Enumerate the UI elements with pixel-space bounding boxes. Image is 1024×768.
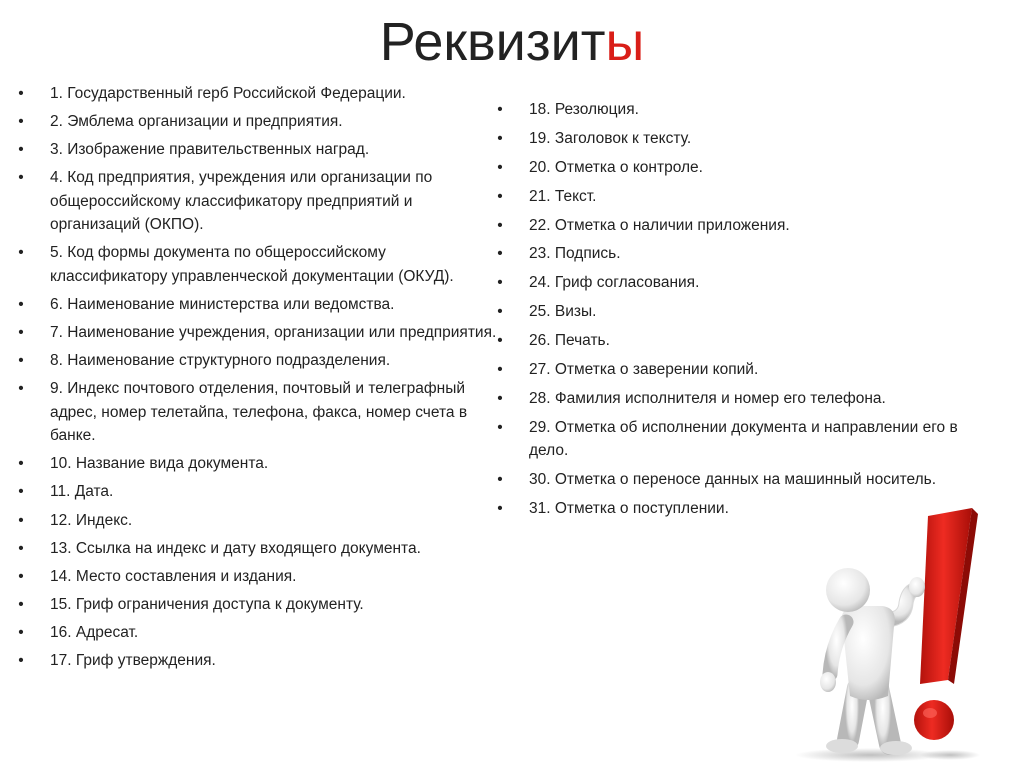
bullet-icon: •: [18, 244, 24, 262]
list-item: [14, 509, 499, 533]
bullet-icon: •: [18, 539, 24, 557]
bullet-icon: •: [497, 418, 503, 436]
bullet-icon: •: [18, 652, 24, 669]
page-title: [0, 6, 1024, 78]
list-item-text: 6. Наименование министерства или ведомства.: [50, 295, 395, 313]
list-item: [14, 593, 499, 617]
list-item-text: 25. Визы.: [529, 303, 597, 321]
list-item: [493, 387, 983, 411]
list-item-text: 11. Дата.: [50, 483, 114, 501]
list-item: [493, 214, 983, 238]
list-item: [14, 537, 499, 561]
list-item: [14, 166, 499, 237]
bullet-icon: •: [497, 216, 503, 234]
list-item-text: 2. Эмблема организации и предприятия.: [50, 113, 343, 131]
list-item-text: 12. Индекс.: [50, 511, 133, 529]
list-item-text: 8. Наименование структурного подразделения.: [50, 352, 391, 370]
bullet-icon: •: [497, 332, 503, 350]
bullet-icon: •: [18, 324, 24, 342]
title-main: Реквизит: [379, 12, 606, 72]
list-item-text: 16. Адресат.: [50, 623, 139, 641]
title-accent: ы: [605, 12, 645, 72]
bullet-icon: •: [18, 380, 24, 398]
bullet-icon: •: [497, 471, 503, 489]
list-item-text: 10. Название вида документа.: [50, 455, 269, 473]
list-item: [14, 452, 499, 476]
list-item-text: 28. Фамилия исполнителя и номер его телефона.: [529, 389, 886, 407]
list-item-text: 21. Текст.: [529, 187, 597, 205]
list-item: [493, 468, 983, 492]
list-item: [14, 293, 499, 317]
list-item: [14, 621, 499, 645]
list-item-text: 30. Отметка о переносе данных на машинный носитель.: [529, 471, 937, 489]
requisites-list-right: [493, 98, 983, 526]
list-item: [14, 321, 499, 345]
list-item-text: 9. Индекс почтового отделения, почтовый и телеграфный адрес, номер телетайпа, телефона, факса, номер счета в банке.: [50, 380, 468, 445]
list-item-text: 18. Резолюция.: [529, 101, 639, 118]
list-item: [14, 349, 499, 373]
bullet-icon: •: [497, 101, 503, 118]
bullet-icon: •: [497, 389, 503, 407]
exclamation-dot: [914, 700, 954, 740]
list-item-text: 29. Отметка об исполнении документа и направлении его в дело.: [529, 418, 958, 460]
bullet-icon: •: [497, 500, 503, 518]
list-item: [14, 480, 499, 504]
list-item-text: 15. Гриф ограничения доступа к документу.: [50, 595, 364, 613]
bullet-icon: •: [18, 511, 24, 529]
list-item: [493, 185, 983, 209]
list-item-text: 7. Наименование учреждения, организации или предприятия.: [50, 324, 497, 342]
list-item: [493, 329, 983, 353]
bullet-icon: •: [18, 141, 24, 159]
bullet-icon: •: [18, 113, 24, 131]
list-item: [493, 300, 983, 324]
list-item-text: 17. Гриф утверждения.: [50, 652, 216, 669]
bullet-icon: •: [18, 169, 24, 187]
list-item: [14, 377, 499, 448]
list-item-text: 19. Заголовок к тексту.: [529, 129, 692, 147]
list-item: [14, 241, 499, 288]
list-item-text: 1. Государственный герб Российской Федерации.: [50, 85, 406, 102]
list-item-text: 4. Код предприятия, учреждения или организации по общероссийскому классификатору предприятий и организаций (ОКПО).: [50, 169, 433, 234]
list-item-text: 31. Отметка о поступлении.: [529, 500, 729, 518]
bullet-icon: •: [18, 567, 24, 585]
list-item-text: 27. Отметка о заверении копий.: [529, 361, 759, 379]
requisites-list-left: [14, 82, 499, 677]
bullet-icon: •: [497, 158, 503, 176]
list-item-text: 13. Ссылка на индекс и дату входящего документа.: [50, 539, 421, 557]
list-item-text: 26. Печать.: [529, 332, 610, 350]
list-item: [493, 127, 983, 151]
list-item: [493, 156, 983, 180]
list-item: [14, 649, 499, 673]
list-item: [14, 82, 499, 106]
bullet-icon: •: [18, 623, 24, 641]
list-item: [493, 98, 983, 122]
bullet-icon: •: [18, 595, 24, 613]
list-item: [493, 271, 983, 295]
list-item-text: 3. Изображение правительственных наград.: [50, 141, 370, 159]
list-item: [14, 565, 499, 589]
list-item-text: 14. Место составления и издания.: [50, 567, 297, 585]
bullet-icon: •: [18, 483, 24, 501]
bullet-icon: •: [497, 303, 503, 321]
list-item-text: 20. Отметка о контроле.: [529, 158, 703, 176]
bullet-icon: •: [18, 352, 24, 370]
bullet-icon: •: [497, 187, 503, 205]
bullet-icon: •: [18, 295, 24, 313]
bullet-icon: •: [18, 85, 24, 102]
white-figure: [820, 568, 925, 755]
bullet-icon: •: [497, 361, 503, 379]
list-item: [493, 358, 983, 382]
list-item: [493, 416, 983, 463]
list-item-text: 24. Гриф согласования.: [529, 274, 700, 292]
bullet-icon: •: [497, 129, 503, 147]
bullet-icon: •: [497, 274, 503, 292]
exclamation-figure-icon: [780, 508, 1020, 763]
bullet-icon: •: [18, 455, 24, 473]
bullet-icon: •: [497, 245, 503, 263]
list-item-text: 22. Отметка о наличии приложения.: [529, 216, 790, 234]
list-item-text: 5. Код формы документа по общероссийскому классификатору управленческой документации (ОКУД).: [50, 244, 454, 285]
list-item: [493, 242, 983, 266]
list-item: [14, 110, 499, 134]
list-item-text: 23. Подпись.: [529, 245, 621, 263]
mark-shadow: [920, 750, 980, 760]
list-item: [14, 138, 499, 162]
